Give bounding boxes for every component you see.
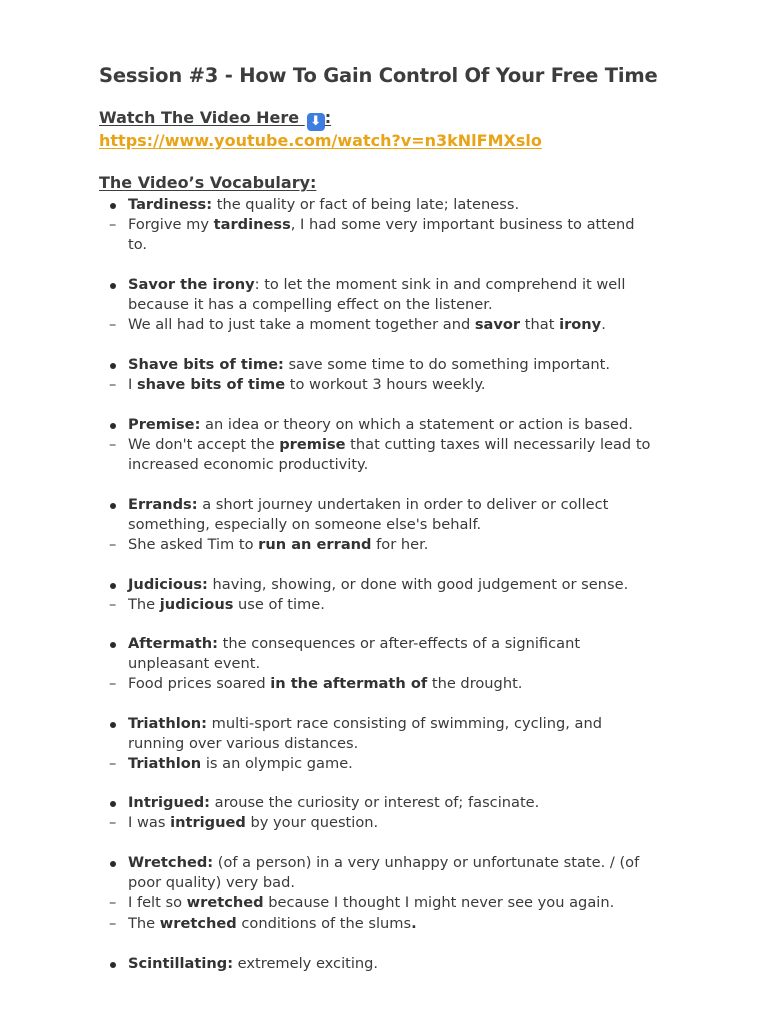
vocab-definition <box>128 495 688 515</box>
watch-video-colon: : <box>324 108 332 127</box>
example-sentence <box>128 455 688 475</box>
page-title: Session #3 - How To Gain Control Of Your Free Time <box>99 64 658 87</box>
bold-term: judicious <box>159 596 234 614</box>
definition-text: arouse the curiosity or interest of; fascinate. <box>210 794 540 811</box>
definition-continuation: running over various distances. <box>128 735 359 753</box>
bold-term: in the aftermath of <box>270 675 428 693</box>
bullet-icon <box>110 583 116 589</box>
definition-text: the consequences or after-effects of a significant <box>217 635 581 652</box>
vocab-definition <box>128 415 688 435</box>
bold-term: . <box>411 914 417 932</box>
text-run: by your question. <box>245 814 379 832</box>
text-run: Forgive my <box>128 216 214 234</box>
bold-term: premise <box>279 436 346 454</box>
definition-text: save some time to do something important. <box>283 356 610 373</box>
dash-marker: – <box>109 755 117 773</box>
bullet-icon <box>110 722 116 728</box>
bold-term: wretched <box>186 894 264 912</box>
text-run: The <box>128 596 160 614</box>
text-run: that <box>520 316 560 334</box>
vocabulary-heading: The Video’s Vocabulary: <box>99 173 317 192</box>
vocab-definition <box>128 714 688 734</box>
definition-text: an idea or theory on which a statement or action is based. <box>200 416 633 433</box>
dash-marker: – <box>109 376 117 394</box>
dash-marker: – <box>109 914 117 932</box>
dash-marker: – <box>109 894 117 912</box>
bold-term: tardiness <box>213 216 291 234</box>
youtube-link[interactable]: https://www.youtube.com/watch?v=n3kNlFMXslo <box>99 131 542 150</box>
vocab-definition <box>128 195 688 215</box>
definition-text: extremely exciting. <box>233 955 379 972</box>
vocab-definition <box>128 853 688 873</box>
vocab-term: Errands: <box>128 496 198 513</box>
watch-video-heading <box>99 108 331 131</box>
down-arrow-icon: ⬇ <box>307 113 325 131</box>
text-run: I was <box>128 814 171 832</box>
bold-term: wretched <box>159 914 237 932</box>
dash-marker: – <box>109 316 117 334</box>
vocab-term: Intrigued: <box>128 794 211 811</box>
definition-continuation: unpleasant event. <box>128 655 261 673</box>
vocab-term: Judicious: <box>128 576 208 593</box>
definition-text: multi-sport race consisting of swimming, cycling, and <box>207 715 602 732</box>
bold-term: irony <box>559 316 602 334</box>
example-sentence <box>128 754 688 774</box>
bold-term: Triathlon <box>128 755 202 773</box>
text-run: to. <box>128 236 148 254</box>
vocab-definition <box>128 954 688 974</box>
example-sentence <box>128 215 688 235</box>
definition-text: (of a person) in a very unhappy or unfortunate state. / (of <box>213 854 640 871</box>
dash-marker: – <box>109 536 117 554</box>
text-run: , I had some very important business to attend <box>290 216 635 234</box>
vocab-term: Wretched: <box>128 854 214 871</box>
vocab-definition <box>128 634 688 654</box>
bullet-icon <box>110 962 116 968</box>
definition-continuation: because it has a compelling effect on the listener. <box>128 296 493 314</box>
bullet-icon <box>110 283 116 289</box>
example-sentence <box>128 813 688 833</box>
bullet-icon <box>110 203 116 209</box>
text-run: for her. <box>371 536 429 554</box>
vocab-definition <box>128 275 688 295</box>
bold-term: shave bits of time <box>136 376 286 394</box>
text-run: conditions of the slums <box>236 914 412 932</box>
dash-marker: – <box>109 675 117 693</box>
definition-text: the quality or fact of being late; lateness. <box>212 196 520 213</box>
example-sentence <box>128 235 688 255</box>
bullet-icon <box>110 363 116 369</box>
definition-continuation: something, especially on someone else's behalf. <box>128 516 482 534</box>
bullet-icon <box>110 503 116 509</box>
bold-term: intrigued <box>170 814 246 832</box>
text-run: use of time. <box>233 596 325 614</box>
definition-continuation: poor quality) very bad. <box>128 874 296 892</box>
text-run: She asked Tim to <box>128 536 259 554</box>
dash-marker: – <box>109 814 117 832</box>
bullet-icon <box>110 423 116 429</box>
text-run: that cutting taxes will necessarily lead to <box>345 436 651 454</box>
vocab-term: Tardiness: <box>128 196 213 213</box>
example-sentence <box>128 315 688 335</box>
vocab-term: Aftermath: <box>128 635 218 652</box>
text-run: We don't accept the <box>128 436 280 454</box>
text-run: The <box>128 914 160 932</box>
example-sentence <box>128 914 688 934</box>
definition-text: : to let the moment sink in and comprehend it well <box>254 276 626 293</box>
definition-text: having, showing, or done with good judgement or sense. <box>207 576 629 593</box>
dash-marker: – <box>109 596 117 614</box>
example-sentence <box>128 893 688 913</box>
example-sentence <box>128 595 688 615</box>
example-sentence <box>128 435 688 455</box>
dash-marker: – <box>109 436 117 454</box>
bullet-icon <box>110 642 116 648</box>
vocab-term: Scintillating: <box>128 955 234 972</box>
definition-text: a short journey undertaken in order to deliver or collect <box>197 496 609 513</box>
vocab-definition <box>128 355 688 375</box>
vocab-term: Savor the irony <box>128 276 255 293</box>
vocab-term: Triathlon: <box>128 715 208 732</box>
text-run: Food prices soared <box>128 675 271 693</box>
example-sentence <box>128 375 688 395</box>
vocab-term: Premise: <box>128 416 201 433</box>
text-run: the drought. <box>427 675 523 693</box>
bullet-icon <box>110 801 116 807</box>
bullet-icon <box>110 861 116 867</box>
text-run: because I thought I might never see you again. <box>263 894 615 912</box>
example-sentence <box>128 674 688 694</box>
vocab-definition <box>128 575 688 595</box>
text-run: We all had to just take a moment together and <box>128 316 475 334</box>
watch-video-label: Watch The Video Here <box>99 108 305 127</box>
vocab-term: Shave bits of time: <box>128 356 284 373</box>
bold-term: run an errand <box>258 536 372 554</box>
text-run: is an olympic game. <box>201 755 353 773</box>
example-sentence <box>128 535 688 555</box>
text-run: I <box>128 376 137 394</box>
text-run: I felt so <box>128 894 187 912</box>
vocab-definition <box>128 793 688 813</box>
text-run: increased economic productivity. <box>128 456 369 474</box>
bold-term: savor <box>474 316 521 334</box>
text-run: to workout 3 hours weekly. <box>285 376 486 394</box>
dash-marker: – <box>109 216 117 234</box>
text-run: . <box>601 316 606 334</box>
